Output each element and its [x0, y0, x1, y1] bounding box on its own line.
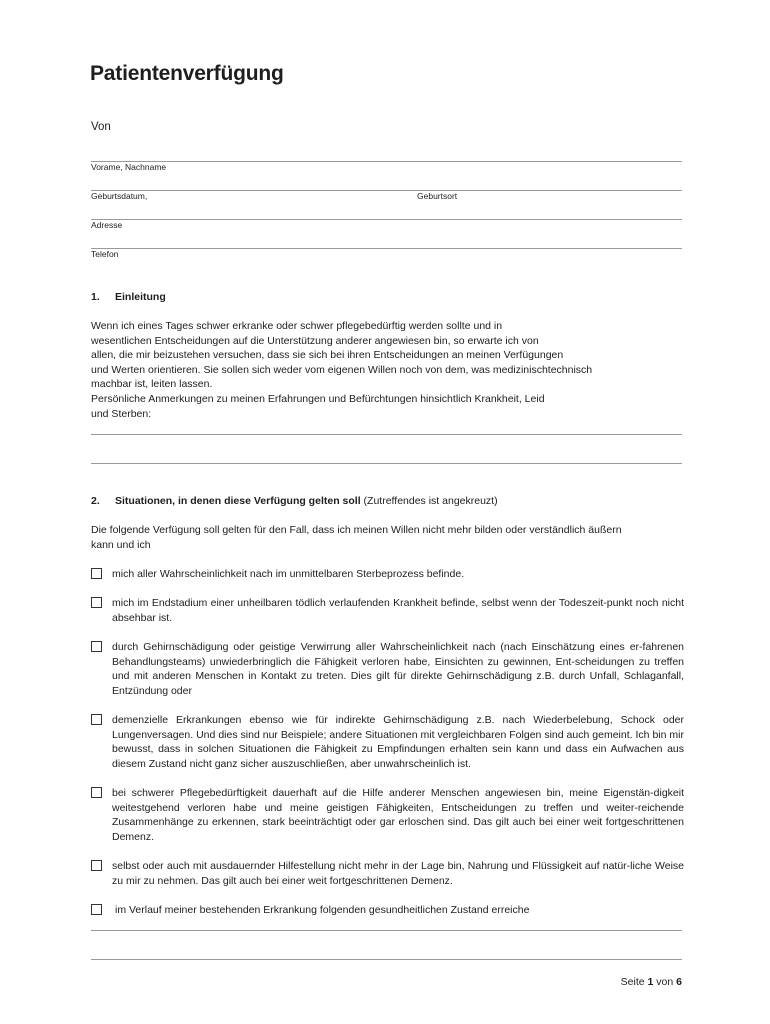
option-text: selbst oder auch mit ausdauernder Hilfestellung nicht mehr in der Lage bin, Nahrung und Flüssigkeit auf natür-liche Weise zu mir zu nehmen. Das gilt auch bei einer weit fortgeschrittenen Demenz.: [112, 860, 684, 887]
section-1-number: 1.: [91, 291, 100, 303]
option-text: bei schwerer Pflegebedürftigkeit dauerhaft auf die Hilfe anderer Menschen angewiesen bin, meine Eigenstän-digkeit weitestgehend verloren habe und meine geistigen Fähigkeiten, Entscheidungen zu treffen und weiter-reichende Zusammenhänge zu erkennen, stark beeinträchtigt oder gar erloschen sind. Das gilt auch bei einer weit fortgeschrittenen Demenz.: [112, 787, 684, 843]
option-checkbox[interactable]: [91, 597, 102, 608]
option-text: mich aller Wahrscheinlichkeit nach im unmittelbaren Sterbeprozess befinde.: [112, 568, 465, 580]
notes-line[interactable]: [91, 434, 682, 435]
phone-label: Telefon: [91, 249, 119, 259]
section-1-line: allen, die mir beizustehen versuchen, dass sie sich bei ihren Entscheidungen an meinen Verfügungen: [91, 349, 564, 362]
section-1-line: wesentlichen Entscheidungen auf die Unterstützung anderer angewiesen bin, so erwarte ich von: [91, 334, 539, 347]
section-2-intro-line: kann und ich: [91, 538, 151, 551]
birthplace-label: Geburtsort: [417, 191, 458, 201]
document-title: Patientenverfügung: [90, 62, 284, 85]
section-1-text: [91, 319, 683, 421]
section-1-line: und Werten orientieren. Sie sollen sich weder vom eigenen Willen noch von dem, was medizinischtechnisch: [91, 363, 593, 376]
notes-line[interactable]: [91, 463, 682, 464]
option-checkbox[interactable]: [91, 904, 102, 915]
section-2-number: 2.: [91, 495, 100, 507]
condition-line[interactable]: [91, 959, 682, 960]
footer-total-pages: 6: [676, 976, 682, 988]
option-text: mich im Endstadium einer unheilbaren tödlich verlaufenden Krankheit befinde, selbst wenn der Todeszeit-punkt noch nicht absehbar ist.: [112, 597, 684, 624]
section-1-line: machbar ist, leiten lassen.: [91, 378, 213, 391]
name-line[interactable]: [91, 161, 682, 162]
footer-prefix: Seite: [620, 976, 645, 988]
footer-of: von: [656, 976, 674, 988]
footer-page-number: 1: [647, 976, 654, 988]
phone-line[interactable]: [91, 248, 682, 249]
section-2-heading: [91, 495, 498, 507]
option-checkbox[interactable]: [91, 860, 102, 871]
section-1-line: Wenn ich eines Tages schwer erkranke oder schwer pflegebedürftig werden sollte und in: [91, 320, 503, 332]
section-1-heading: [91, 291, 166, 303]
address-line[interactable]: [91, 219, 682, 220]
section-2-intro-line: Die folgende Verfügung soll gelten für den Fall, dass ich meinen Willen nicht mehr bilden oder verständlich äußern: [91, 524, 622, 536]
option-checkbox[interactable]: [91, 568, 102, 579]
section-2-title: Situationen, in denen diese Verfügung gelten soll: [115, 495, 361, 507]
birthdate-label: Geburtsdatum,: [91, 191, 148, 201]
option-checkbox[interactable]: [91, 714, 102, 725]
von-label: Von: [91, 121, 111, 133]
name-label: Vorame, Nachname: [91, 162, 167, 172]
section-1-title: Einleitung: [115, 291, 166, 303]
condition-line[interactable]: [91, 930, 682, 931]
option-text: durch Gehirnschädigung oder geistige Verwirrung aller Wahrscheinlichkeit nach (nach Einschätzung eines er-fahrenen Behandlungsteams) unwiederbringlich die Fähigkeit verloren habe, Einsichten zu gewinnen, Ent-scheidungen zu treffen und mit anderen Menschen in Kontakt zu treten. Dies gilt für direkte Gehirnschädigung z.B. durch Unfall, Schlaganfall, Entzündung oder: [112, 641, 684, 697]
section-1-line: und Sterben:: [91, 407, 152, 420]
option-text: im Verlauf meiner bestehenden Erkrankung folgenden gesundheitlichen Zustand erreiche: [115, 904, 530, 916]
address-label: Adresse: [91, 220, 123, 230]
birthdate-line[interactable]: [91, 190, 682, 191]
option-text: demenzielle Erkrankungen ebenso wie für indirekte Gehirnschädigung z.B. nach Wiederbelebung, Schock oder Lungenversagen. Und dies sind nur Beispiele; andere Situationen mit vergleichbaren Folgen sind auch gemeint. Ich bin mir bewusst, dass in solchen Situationen die Fähigkeit zu Empfindungen erhalten sein kann und dass ein Aufwachen aus diesem Zustand nicht ganz sicher auszuschließen, aber unwahrscheinlich ist.: [112, 714, 684, 770]
section-1-line: Persönliche Anmerkungen zu meinen Erfahrungen und Befürchtungen hinsichtlich Krankheit, Leid: [91, 392, 545, 405]
section-2-intro: [91, 523, 683, 552]
section-2-note: (Zutreffendes ist angekreuzt): [363, 495, 498, 507]
option-checkbox[interactable]: [91, 641, 102, 652]
page-footer: [621, 976, 682, 988]
option-checkbox[interactable]: [91, 787, 102, 798]
